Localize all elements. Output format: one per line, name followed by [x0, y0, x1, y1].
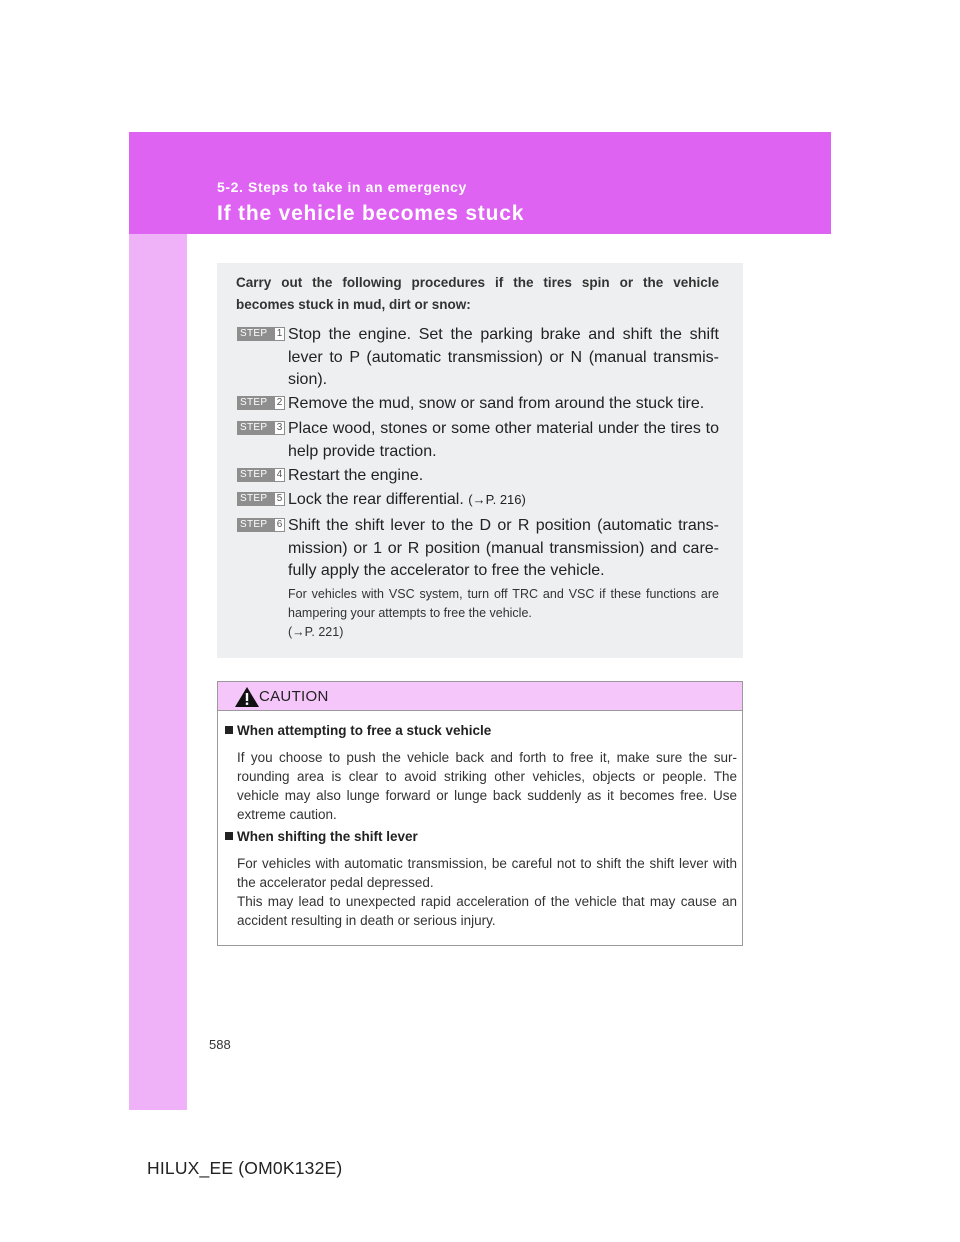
step-badge: STEP 3: [237, 421, 285, 435]
warning-triangle-icon: [234, 686, 260, 708]
step-badge: STEP 6: [237, 518, 285, 532]
procedure-box: [217, 263, 743, 658]
page-number: 588: [209, 1037, 231, 1052]
step-text: Place wood, stones or some other material under the tires to help provide traction.: [288, 420, 719, 460]
step-5-text: Lock the rear differential.: [288, 491, 464, 508]
square-bullet-icon: [225, 832, 233, 840]
chapter-sidebar-tab: [129, 132, 187, 1110]
step-text: Stop the engine. Set the parking brake and shift the shift lever to P (automatic transmission) or N (manual transmis-sion).: [288, 326, 719, 388]
vsc-note-reference: (→P. 221): [288, 625, 344, 639]
step-text: Restart the engine.: [288, 467, 424, 484]
step-text: Shift the shift lever to the D or R position (automatic trans-mission) or 1 or R position (manual transmission) and care-fully apply the accelerator to free the vehicle.: [288, 517, 719, 579]
vsc-note: [288, 585, 719, 642]
caution-body-stuck-vehicle: If you choose to push the vehicle back and forth to free it, make sure the sur-rounding area is clear to avoid striking other vehicles, objects or people. The vehicle may also lunge forward or lunge back suddenly as it becomes free. Use extreme caution.: [237, 750, 737, 822]
caution-heading-shift-lever: When shifting the shift lever: [225, 829, 418, 844]
caution-label: CAUTION: [259, 688, 329, 705]
vsc-note-text: For vehicles with VSC system, turn off TRC and VSC if these functions are hampering your attempts to free the vehicle.: [288, 587, 719, 620]
document-code-footer: HILUX_EE (OM0K132E): [147, 1158, 343, 1178]
caution-box: [217, 681, 743, 946]
caution-body-shift-lever-1: For vehicles with automatic transmission, be careful not to shift the shift lever with the accelerator pedal depressed.: [237, 856, 737, 890]
step-badge: STEP 2: [237, 396, 285, 410]
step-text: Remove the mud, snow or sand from around the stuck tire.: [288, 395, 705, 412]
procedure-intro-line-2: becomes stuck in mud, dirt or snow:: [236, 297, 471, 312]
caution-body-shift-lever-2: This may lead to unexpected rapid acceleration of the vehicle that may cause an accident resulting in death or serious injury.: [237, 894, 737, 928]
square-bullet-icon: [225, 726, 233, 734]
section-label: 5-2. Steps to take in an emergency: [217, 179, 467, 195]
step-badge: STEP 5: [237, 492, 285, 506]
page-title: If the vehicle becomes stuck: [217, 202, 525, 225]
step-badge: STEP 1: [237, 327, 285, 341]
page-reference: (→P. 216): [468, 492, 526, 507]
section-header: [129, 132, 831, 234]
step-badge: STEP 4: [237, 468, 285, 482]
caution-heading-stuck-vehicle: When attempting to free a stuck vehicle: [225, 723, 491, 738]
step-text: [288, 489, 719, 512]
procedure-intro-line-1: Carry out the following procedures if the tires spin or the vehicle: [236, 275, 719, 290]
caution-header: [218, 682, 742, 711]
